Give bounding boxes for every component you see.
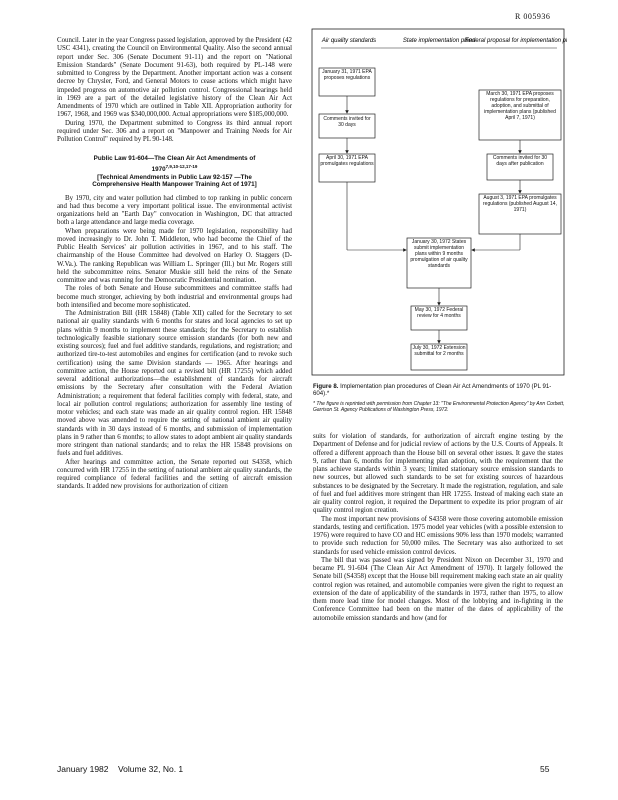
center-box-1-text: January 30, 1972 States submit implementation plans within 9 months promulgation of air quality standards	[410, 239, 468, 269]
right-box-1-text: March 30, 1971 EPA proposes regulations for preparation, adoption, and submittal of implementation plans (published April 7, 1971)	[484, 91, 556, 121]
right-paragraph-1: suits for violation of standards, for authorization of aircraft engine testing by the Department of Defense and for judicial review of actions by the U.S. Courts of Appeals. It offered a different approach than the House bill on several other issues. It gave the states 9, rather than 6, months for implementing plan adoption, with the requirement that the plans achieve standards within 3 years; limited stationary source emission standards to new sources, but allowed such standards to be set for existing sources of hazardous substances to be designated by the Secretary. It made the registration, regulation, and sale of fuel and fuel additives more stringent than HR 17255. Instead of making each state an air quality control region, it required the Department to expedite its prior program of air quality control region creation.	[313, 433, 563, 515]
left-paragraph-3: By 1970, city and water pollution had climbed to top ranking in public concern and had thus become a very important political issue. The environmental activist organizations held an "Earth Day" convocation in Washington, DC that attracted both a large attendance and large media coverage.	[57, 194, 292, 227]
right-box-2-text: Comments invited for 30 days after publication	[492, 155, 548, 167]
left-box-2-text: Comments invited for 30 days	[323, 116, 371, 128]
heading-line-3: [Technical Amendments in Public Law 92-157 —The	[97, 173, 252, 181]
left-paragraph-4: When preparations were being made for 1970 legislation, responsibility had moved increasingly to Dr. John T. Middleton, who had become the Chief of the Public Health Services' air pollution activities in 1967, and to his staff. The chairmanship of the House Committee had devolved on Harley O. Staggers (D-W.Va.). The ranking Republican was William L. Springer (Ill.) but Mr. Rogers still held the subcommittee reins. Senator Muskie still held the reins of the Senate committee and was running for the Democratic Presidential nomination.	[57, 227, 292, 285]
heading-line-2: 1970	[151, 165, 166, 173]
heading-superscript: 7,9,10-12,17-19	[165, 163, 198, 169]
caption-note: * The figure is reprinted with permission from Chapter 13: "The Environmental Protection Agency" by Ann Corbett, Garrison St. Agency Publications of Washington Press, 1972.	[313, 400, 565, 413]
left-paragraph-2: During 1970, the Department submitted to Congress its third annual report required under Sec. 306 and a report on "Manpower and Training Needs for Air Pollution Control" required by PL 90-148.	[57, 119, 292, 143]
section-heading	[57, 155, 292, 188]
left-box-3-text: April 30, 1971 EPA promulgates regulations	[320, 155, 374, 167]
left-paragraph-1: Council. Later in the year Congress passed legislation, approved by the President (42 USC 4341), creating the Council on Environmental Quality. Also the second annual report under Sec. 306 (Senate Document 91-11) and the report on "National Emission Standards" (Senate Document 91-63), both required by PL-148 were submitted to Congress by the Department. Another important action was a consent decree by Chrysler, Ford, and General Motors to cease actions which might have impeded progress on automotive air pollution control. Congressional hearings held in 1969 are a part of the detailed legislative history of the Clean Air Act Amendments of 1970 which are outlined in Table XII. Appropriation authority for 1967, 1968, and 1969 was $340,000,000. Actual appropriations were $185,000,000.	[57, 37, 292, 119]
heading-line-4: Comprehensive Health Manpower Training Act of 1971]	[92, 181, 257, 189]
heading-line-1: Public Law 91-604—The Clean Air Act Amendments of	[93, 155, 256, 163]
footer-issue: January 1982 Volume 32, No. 1	[57, 764, 184, 774]
center-box-3-text: July 30, 1972 Extension submittal for 2 months	[412, 345, 466, 357]
bates-number: R 005936	[515, 12, 551, 21]
header-air-quality: Air quality standards	[321, 38, 377, 44]
header-state-plans: State implementation plans	[402, 38, 476, 44]
right-paragraph-3: The bill that was passed was signed by President Nixon on December 31, 1970 and became PL 91-604 (The Clean Air Act Amendment of 1970). It largely followed the Senate bill (S4358) except that the House bill requirement making each state an air quality control region was retained, and automobile companies were given the right to request an extension of the date of applicability of the standards in 1973, rather than 1975, to allow them more lead time for model changes. Most of the lobbying and in-fighting in the Conference Committee had been on the matter of the dates of applicability of the automobile emission standards and how (and for	[313, 556, 563, 622]
right-paragraph-2: The most important new provisions of S4358 were those covering automobile emission standards, testing and certification. 1975 model year vehicles (with a possible extension to 1976) were required to have CO and HC emissions 90% less than 1970 models; warranted to provide such reduction for 50,000 miles. The Secretary was also authorized to set standards for used vehicle emission control devices.	[313, 515, 563, 556]
header-federal-proposal: Federal proposal for implementation plans	[464, 38, 567, 44]
right-column	[313, 433, 563, 623]
caption-text: Implementation plan procedures of Clean Air Act Amendments of 1970 (PL 91-604).*	[313, 383, 552, 398]
left-column	[57, 37, 292, 492]
left-paragraph-5: The roles of both Senate and House subcommittees and committee staffs had become much stronger, achieving by both industrial and environmental groups had both intensified and become more sophisticated.	[57, 285, 292, 309]
left-paragraph-7: After hearings and committee action, the Senate reported out S4358, which concurred with HR 17255 in the setting of national ambient air quality standards, the required compliance of federal facilities and the setting of aircraft emission standards. It added new provisions for authorization of citizen	[57, 458, 292, 491]
caption-label: Figure 8.	[313, 383, 339, 390]
left-paragraph-6: The Administration Bill (HR 15848) (Table XII) called for the Secretary to set national air quality standards with 6 months for states and local agencies to set up plans within 9 months to implement these standards; for the Secretary to establish technologically feasible stationary source emission standards (for both new and existing sources); fuel and fuel additive standards, regulations, and registration; and authorized tire-to-test automobiles and engines for certification (and to revoke such certification) using the same Division standards — 1965. After hearings and committee action, the House reported out a revised bill (HR 17255) which added several additional authorizations—the establishment of standards for aircraft emissions by the Secretary after consultation with the Federal Aviation Administration; a requirement that federal facilities comply with federal, state, and local air pollution control regulations; authorization for assembly line testing of motor vehicles; and each state was made an air quality control region. HR 15848 moved above was amended to require the setting of national ambient air quality standards with in 30 days instead of 6 months, and submission of implementation plans in 9 rather than 6 months; to allow states to adopt ambient air quality standards more stringent than national standards; and to relax the HR 15848 provisions on fuels and fuel additives.	[57, 310, 292, 458]
center-box-2-text: May 30, 1972 Federal review for 4 months	[414, 307, 464, 319]
right-box-3-text: August 3, 1971 EPA promulgates regulations (published August 14, 1971)	[483, 195, 557, 213]
figure-caption	[313, 383, 565, 413]
left-box-1-text: January 31, 1971 EPA proposes regulations	[322, 69, 372, 81]
page-number: 55	[540, 764, 550, 774]
implementation-flowchart	[311, 28, 567, 398]
